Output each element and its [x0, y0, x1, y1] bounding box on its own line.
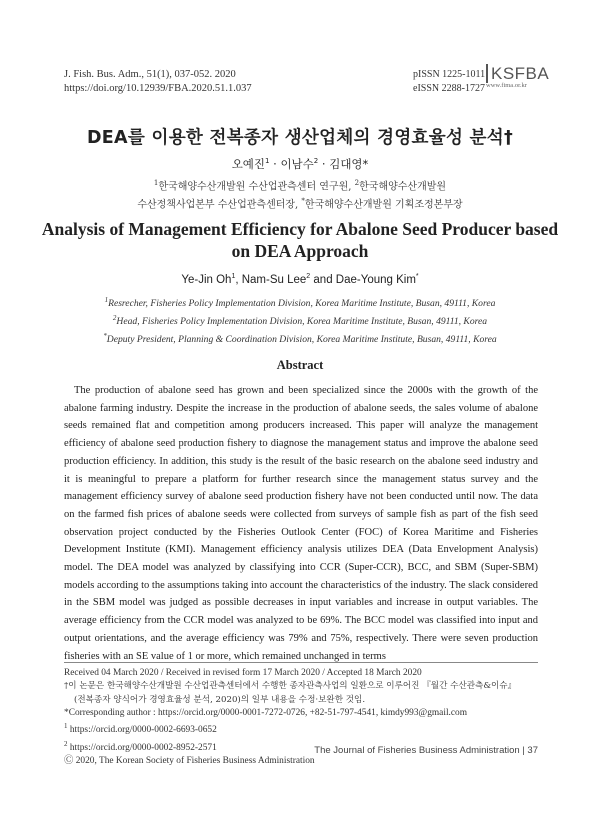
corresponding-author: *Corresponding author : https://orcid.org/0000-0001-7272-0726, +82-51-797-4541, kimdy993@gmail.com: [64, 707, 468, 718]
copyright: Ⓒ 2020, The Korean Society of Fisheries Business Administration: [64, 756, 315, 767]
footnote-divider: [64, 662, 538, 663]
author-separator: and: [310, 273, 336, 286]
orcid-sup: 2: [64, 739, 68, 748]
author-2-en-sup: 2: [306, 273, 311, 280]
journal-citation: [64, 68, 252, 96]
aff-ko-line-1: [30, 176, 570, 194]
aff-text: Resrecher, Fisheries Policy Implementation Division, Korea Maritime Institute, Busan, 49111, Korea: [108, 298, 496, 310]
aff-sup: 2: [354, 179, 360, 187]
abstract-heading: Abstract: [276, 358, 324, 372]
abstract-body: The production of abalone seed has grown and been specialized since the 2000s with the growth of the abalone farming industry. Despite the increase in the production of abalone seeds, the sales volume of abalone seeds remained flat and competition among producers increased. This paper will analyze the management efficiency of abalone seed production fishery to diagnose the management status and improve the abalone seed production efficiency. In addition, this study is the result of the basic research on the abalone seed industry and it is meaningful to prepare a platform for further research since the management status survey and the management efficiency survey of abalone seed production fishery have not been conducted until now. The data on the farmed fish prices of abalone seeds were collected from surveys of sample fish as part of the fish seed observation project conducted by the Fisheries Outlook Center (FOC) of Korea Maritime and Fisheries Development Institute (KMI). Management efficiency analysis utilizes DEA (Data Envelopment Analysis) model. The DEA model was analyzed by classifying into CCR (Super-CCR), BCC, and SBM (Super-SBM) models according to the assumptions taking into account the characteristics of the industry. The slack considered in the SBM model was judged as possible decreases in input variables and increase in output variables. The average efficiency from the CCR model was analyzed to be 69%. The BCC model was classified into input and output orientations, and the average efficiency was 79% and 75%, respectively. There were seven production fisheries with an SE value of 1 or more, which remained unchanged in terms: [64, 385, 538, 662]
aff-text: 한국해양수산개발원: [359, 181, 447, 193]
author-1-en: Ye-Jin Oh: [181, 273, 232, 286]
aff-sup: 1: [104, 296, 109, 304]
received-dates: Received 04 March 2020 / Received in revised form 17 March 2020 / Accepted 18 March 2020: [64, 668, 422, 678]
aff-en-line-1: [30, 293, 570, 311]
aff-text: 한국해양수산개발원 수산업관측센터 연구원,: [158, 181, 355, 193]
orcid-author-1: [64, 720, 544, 737]
aff-sup: 1: [153, 179, 159, 187]
author-1-en-sup: 1: [231, 273, 236, 280]
author-separator: ·: [318, 157, 330, 171]
affiliations-english: [30, 293, 570, 348]
author-1-ko-sup: 1: [265, 157, 270, 166]
logo-url[interactable]: www.fima.or.kr: [486, 82, 527, 89]
funding-note-line-2: (전복종자 양식어가 경영효율성 분석, 2020)의 일부 내용을 수정·보완한 것임.: [74, 694, 366, 705]
author-3-en-sup: *: [415, 273, 419, 280]
author-3-ko: 김대영: [329, 157, 363, 171]
aff-sup: *: [301, 197, 305, 206]
orcid-sup: 1: [64, 722, 68, 731]
journal-line: J. Fish. Bus. Adm., 51(1), 037-052. 2020: [64, 69, 236, 80]
author-2-en: Nam-Su Lee: [241, 273, 307, 286]
authors-english: [0, 273, 600, 286]
author-2-ko: 이남수: [280, 157, 314, 171]
aff-en-line-3: [30, 329, 570, 347]
authors-korean: [0, 156, 600, 172]
author-separator: ·: [269, 157, 281, 171]
aff-en-line-2: [30, 311, 570, 329]
author-1-ko: 오예진: [231, 157, 266, 171]
author-separator: ,: [235, 273, 242, 286]
aff-sup: *: [103, 332, 107, 341]
orcid-link[interactable]: https://orcid.org/0000-0002-6693-0652: [69, 725, 217, 736]
eissn: eISSN 2288-1727: [413, 83, 485, 94]
ksfba-logo: [486, 64, 550, 89]
aff-text: 수산정책사업본부 수산업관측센터장,: [137, 199, 302, 211]
page-footer: The Journal of Fisheries Business Administration | 37: [314, 745, 538, 756]
author-3-en: Dae-Young Kim: [335, 273, 416, 286]
aff-text: Head, Fisheries Policy Implementation Division, Korea Maritime Institute, Busan, 49111, Korea: [116, 316, 488, 328]
aff-ko-line-2: [30, 194, 570, 212]
title-korean: DEA를 이용한 전복종자 생산업체의 경영효율성 분석†: [86, 128, 514, 148]
title-english: Analysis of Management Efficiency for Abalone Seed Producer based on DEA Approach: [41, 219, 559, 261]
aff-text: Deputy President, Planning & Coordination Division, Korea Maritime Institute, Busan, 49111, Korea: [106, 334, 497, 346]
funding-note-line-1: †이 논문은 한국해양수산개발원 수산업관측센터에서 수행한 종자관측사업의 일환으로 이루어진 『월간 수산관측&이슈』: [64, 681, 517, 692]
author-2-ko-sup: 2: [313, 157, 319, 166]
doi-link[interactable]: https://doi.org/10.12939/FBA.2020.51.1.037: [64, 83, 252, 94]
aff-sup: 2: [112, 314, 117, 323]
orcid-link[interactable]: https://orcid.org/0000-0002-8952-2571: [69, 742, 217, 753]
pissn: pISSN 1225-1011: [413, 69, 486, 80]
aff-text: 한국해양수산개발원 기획조정본부장: [304, 199, 463, 211]
affiliations-korean: [30, 176, 570, 213]
author-3-ko-mark: *: [362, 157, 369, 171]
logo-text: KSFBA: [486, 64, 549, 83]
issn-block: [413, 68, 485, 96]
